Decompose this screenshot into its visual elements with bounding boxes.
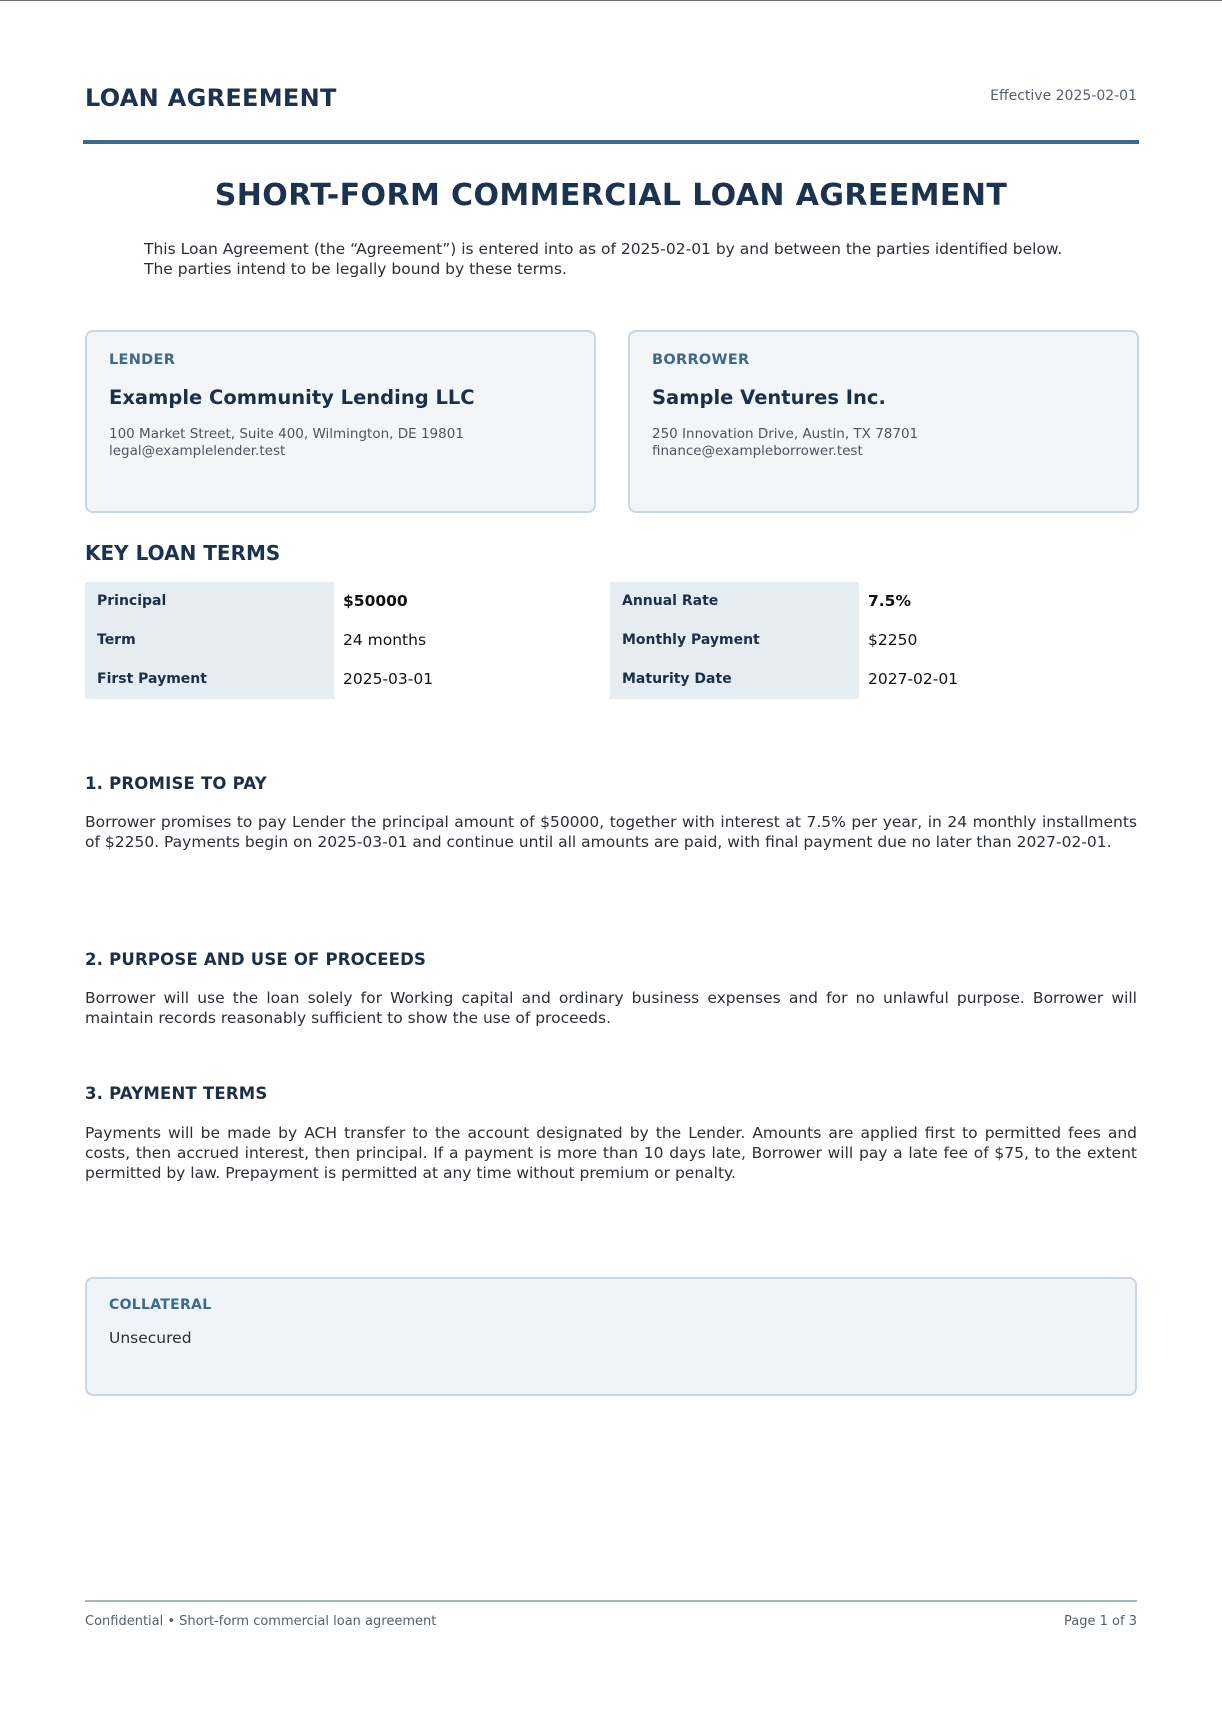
borrower-role-label: BORROWER (652, 352, 750, 368)
borrower-name: Sample Ventures Inc. (652, 386, 886, 409)
section-heading-payment-terms: 3. PAYMENT TERMS (85, 1084, 268, 1103)
lender-address: 100 Market Street, Suite 400, Wilmington, DE 19801 (109, 426, 464, 442)
page-header (85, 82, 1137, 122)
term-label: Monthly Payment (610, 621, 859, 660)
page-title: SHORT-FORM COMMERCIAL LOAN AGREEMENT (214, 178, 1008, 213)
document-label: LOAN AGREEMENT (85, 84, 337, 112)
term-row-first-payment (85, 660, 585, 699)
term-value: 2025-03-01 (343, 670, 434, 688)
term-row-monthly-payment (610, 621, 1110, 660)
footer-divider (85, 1600, 1137, 1602)
borrower-contact (652, 426, 918, 460)
lender-role-label: LENDER (109, 352, 176, 368)
term-value: 7.5% (868, 592, 911, 610)
effective-date: Effective 2025-02-01 (990, 88, 1137, 104)
lender-contact (109, 426, 464, 460)
term-value: 2027-02-01 (868, 670, 959, 688)
section-body-purpose: Borrower will use the loan solely for Working capital and ordinary business expenses and for no unlawful purpose. Borrower will maintain records reasonably sufficient to show the use of proceeds. (85, 989, 1137, 1027)
intro-paragraph: This Loan Agreement (the “Agreement”) is entered into as of 2025-02-01 by and between the parties identified below. The parties intend to be legally bound by these terms. (144, 240, 1063, 278)
term-value: $2250 (868, 631, 918, 649)
page-number: Page 1 of 3 (1064, 1614, 1137, 1629)
collateral-label: COLLATERAL (109, 1297, 212, 1313)
term-label: Term (85, 621, 334, 660)
key-terms-table-right (610, 582, 1110, 699)
term-row-maturity-date (610, 660, 1110, 699)
key-terms-table-left (85, 582, 585, 699)
term-row-principal (85, 582, 585, 621)
key-terms-heading: KEY LOAN TERMS (85, 541, 281, 565)
term-row-annual-rate (610, 582, 1110, 621)
section-heading-purpose: 2. PURPOSE AND USE OF PROCEEDS (85, 950, 427, 969)
borrower-email: finance@exampleborrower.test (652, 443, 863, 459)
term-label: Principal (85, 582, 334, 621)
borrower-address: 250 Innovation Drive, Austin, TX 78701 (652, 426, 919, 442)
section-heading-promise-to-pay: 1. PROMISE TO PAY (85, 774, 267, 793)
lender-card (85, 330, 596, 513)
header-divider (83, 140, 1139, 144)
lender-name: Example Community Lending LLC (109, 386, 475, 409)
term-label: Annual Rate (610, 582, 859, 621)
document-page (85, 0, 1137, 1734)
term-row-term (85, 621, 585, 660)
lender-email: legal@examplelender.test (109, 443, 286, 459)
term-label: First Payment (85, 660, 334, 699)
term-label: Maturity Date (610, 660, 859, 699)
term-value: 24 months (343, 631, 427, 649)
footer-confidential: Confidential • Short-form commercial loan agreement (85, 1614, 437, 1629)
borrower-card (628, 330, 1139, 513)
term-value: $50000 (343, 592, 408, 610)
section-body-payment-terms: Payments will be made by ACH transfer to the account designated by the Lender. Amounts are applied first to permitted fees and costs, then accrued interest, then principal. If a payment is more than 10 days late, Borrower will pay a late fee of $75, to the extent permitted by law. Prepayment is permitted at any time without premium or penalty. (85, 1124, 1137, 1182)
collateral-value: Unsecured (109, 1329, 192, 1347)
collateral-box (85, 1277, 1137, 1396)
section-body-promise-to-pay: Borrower promises to pay Lender the principal amount of $50000, together with interest at 7.5% per year, in 24 monthly installments of $2250. Payments begin on 2025-03-01 and continue until all amounts are paid, with final payment due no later than 2027-02-01. (85, 813, 1137, 851)
